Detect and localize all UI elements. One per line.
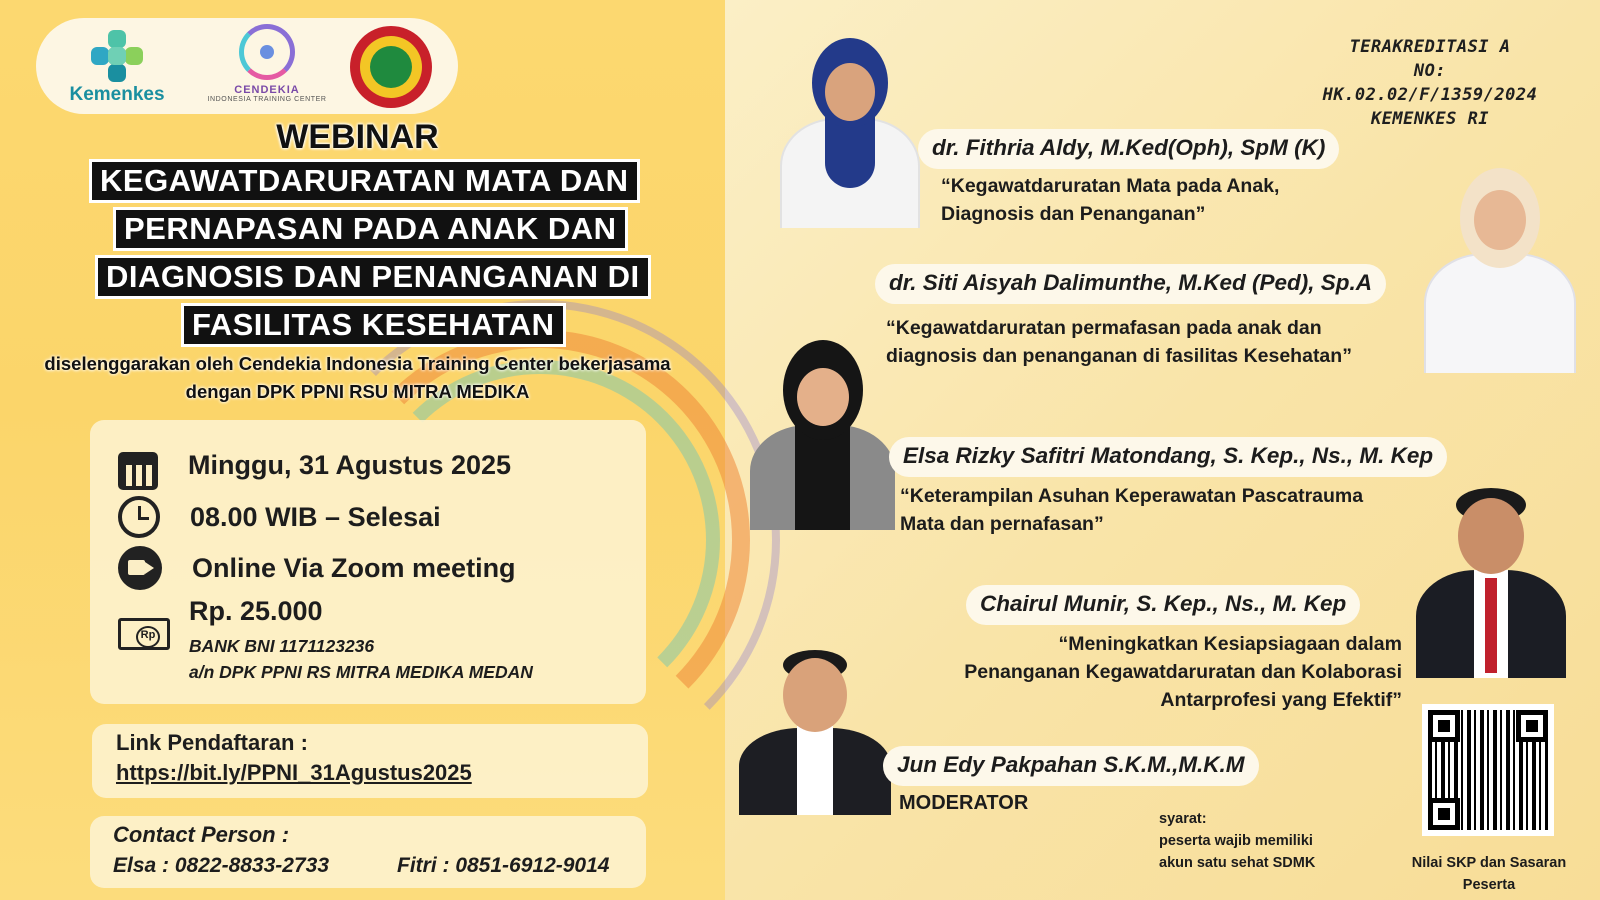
accreditation-badge <box>1310 35 1550 131</box>
registration-link[interactable]: https://bit.ly/PPNI_31Agustus2025 <box>116 760 472 785</box>
event-date-row <box>118 446 511 484</box>
account-holder: a/n DPK PPNI RS MITRA MEDIKA MEDAN <box>189 662 533 682</box>
speaker-photo <box>1420 168 1580 373</box>
accreditation-line: TERAKREDITASI A <box>1349 37 1511 57</box>
registration-qr-code[interactable] <box>1422 704 1554 836</box>
topic-line: Antarprofesi yang Efektif” <box>1160 689 1402 711</box>
requirements-note <box>1159 808 1315 874</box>
contact-person-elsa: Elsa : 0822-8833-2733 <box>113 854 329 877</box>
speaker-name: Chairul Munir, S. Kep., Ns., M. Kep <box>966 585 1360 625</box>
cendekia-mark-icon <box>239 24 295 80</box>
event-venue: Online Via Zoom meeting <box>192 552 516 583</box>
cendekia-wordmark: CENDEKIA <box>234 84 300 96</box>
speaker-topic <box>880 630 1402 714</box>
organizer-text <box>0 350 715 406</box>
qr-caption <box>1398 852 1580 896</box>
kemenkes-mark-icon <box>91 30 143 82</box>
payment-icon-row <box>118 618 170 650</box>
ppni-logo <box>350 26 432 108</box>
contact-label: Contact Person : <box>113 822 290 847</box>
qr-caption-line: Nilai SKP dan Sasaran <box>1411 855 1567 871</box>
bank-account: BANK BNI 1171123236 <box>189 636 375 656</box>
event-title-line: PERNAPASAN PADA ANAK DAN <box>116 210 625 248</box>
speaker-photo <box>1412 488 1570 678</box>
moderator-role: MODERATOR <box>899 792 1029 814</box>
money-bill-icon <box>118 618 170 650</box>
event-title-line: DIAGNOSIS DAN PENANGANAN DI <box>98 258 648 296</box>
event-title-line: FASILITAS KESEHATAN <box>184 306 563 344</box>
contact-person-fitri: Fitri : 0851-6912-9014 <box>397 854 610 877</box>
speaker-name: dr. Fithria Aldy, M.Ked(Oph), SpM (K) <box>918 129 1339 169</box>
event-venue-row <box>118 546 516 590</box>
requirements-line: syarat: <box>1159 811 1207 827</box>
moderator-photo <box>735 650 895 815</box>
topic-line: Mata dan pernafasan” <box>900 513 1104 535</box>
speaker-name: dr. Siti Aisyah Dalimunthe, M.Ked (Ped), Sp.A <box>875 264 1386 304</box>
registration-label: Link Pendaftaran : <box>116 730 308 755</box>
topic-line: “Kegawatdaruratan Mata pada Anak, <box>941 175 1280 197</box>
accreditation-line: KEMENKES RI <box>1370 109 1490 129</box>
speaker-topic <box>886 314 1352 370</box>
cendekia-logo <box>192 24 342 103</box>
event-time-row <box>118 496 441 538</box>
webinar-label: WEBINAR <box>276 118 439 156</box>
speaker-photo <box>770 38 930 228</box>
speaker-topic <box>900 482 1363 538</box>
accreditation-line: NO: HK.02.02/F/1359/2024 <box>1322 61 1538 105</box>
requirements-line: peserta wajib memiliki <box>1159 833 1313 849</box>
speaker-topic <box>941 172 1279 228</box>
qr-caption-line: Peserta <box>1462 877 1516 893</box>
topic-line: “Keterampilan Asuhan Keperawatan Pascatrauma <box>900 485 1364 507</box>
requirements-line: akun satu sehat SDMK <box>1159 855 1316 871</box>
topic-line: “Meningkatkan Kesiapsiagaan dalam <box>1058 633 1402 655</box>
event-time: 08.00 WIB – Selesai <box>190 501 441 532</box>
organizer-line: dengan DPK PPNI RSU MITRA MEDIKA <box>185 381 530 402</box>
video-camera-icon <box>118 546 162 590</box>
event-price: Rp. 25.000 <box>189 596 323 626</box>
speaker-photo <box>745 340 900 530</box>
event-date: Minggu, 31 Agustus 2025 <box>188 449 512 480</box>
event-title-line: KEGAWATDARURATAN MATA DAN <box>92 162 637 200</box>
calendar-icon <box>118 452 158 490</box>
organizer-line: diselenggarakan oleh Cendekia Indonesia Training Center bekerjasama <box>44 353 671 374</box>
topic-line: “Kegawatdaruratan permafasan pada anak dan <box>886 317 1322 339</box>
kemenkes-logo <box>62 30 172 106</box>
alarm-clock-icon <box>118 496 160 538</box>
speaker-name: Elsa Rizky Safitri Matondang, S. Kep., Ns., M. Kep <box>889 437 1447 477</box>
qr-code <box>1428 710 1548 830</box>
moderator-name: Jun Edy Pakpahan S.K.M.,M.K.M <box>883 746 1259 786</box>
topic-line: diagnosis dan penanganan di fasilitas Kesehatan” <box>886 345 1352 367</box>
kemenkes-wordmark: Kemenkes <box>69 84 165 105</box>
topic-line: Penanganan Kegawatdaruratan dan Kolaborasi <box>964 661 1402 683</box>
cendekia-subtitle: INDONESIA TRAINING CENTER <box>207 96 327 103</box>
topic-line: Diagnosis dan Penanganan” <box>941 203 1206 225</box>
